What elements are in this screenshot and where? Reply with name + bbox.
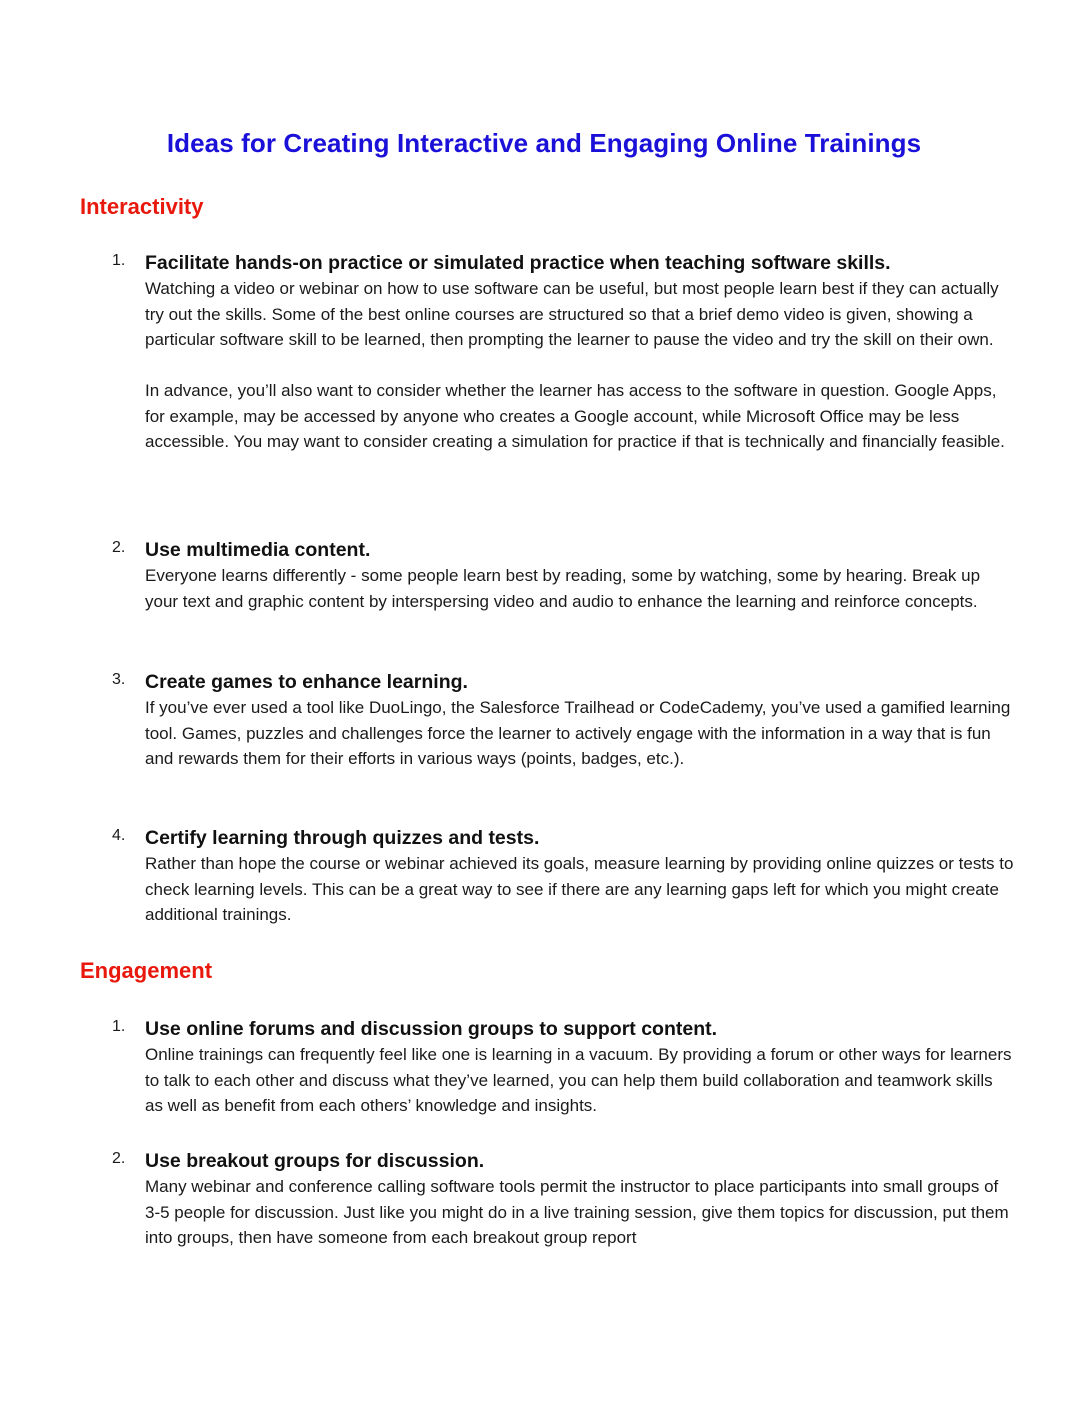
list-item: [108, 250, 1028, 455]
item-paragraph: Many webinar and conference calling software tools permit the instructor to place participants into small groups of 3-5 people for discussion. Just like you might do in a live training session, give them topics for discussion, put them into groups, then have someone from each breakout group report: [145, 1177, 1009, 1247]
list-item: [108, 825, 1028, 928]
list-item: [108, 669, 1028, 772]
list-item: [108, 537, 1028, 614]
list-item: [108, 1148, 1028, 1251]
item-title: Certify learning through quizzes and tests.: [145, 827, 540, 849]
item-paragraph: Everyone learns differently - some people learn best by reading, some by watching, some by hearing. Break up your text and graphic content by interspersing video and audio to enhance the learning and reinforce concepts.: [145, 566, 981, 611]
section-heading-engagement: Engagement: [80, 958, 213, 983]
item-number: 4.: [112, 827, 126, 844]
item-number: 3.: [112, 671, 126, 688]
item-title: Use online forums and discussion groups to support content.: [145, 1018, 718, 1040]
item-paragraph: In advance, you’ll also want to consider whether the learner has access to the software in question. Google Apps, for example, may be accessed by anyone who creates a Google account, while Microsoft Office may be less accessible. You may want to consider creating a simulation for practice if that is technically and financially feasible.: [145, 381, 1005, 451]
item-paragraph: If you’ve ever used a tool like DuoLingo, the Salesforce Trailhead or CodeCademy, you’ve used a gamified learning tool. Games, puzzles and challenges force the learner to actively engage with the information in a way that is fun and rewards them for their efforts in various ways (points, badges, etc.).: [145, 698, 1011, 768]
item-paragraph: Online trainings can frequently feel like one is learning in a vacuum. By providing a forum or other ways for learners to talk to each other and discuss what they’ve learned, you can help them build collaboration and teamwork skills as well as benefit from each others’ knowledge and insights.: [145, 1045, 1012, 1115]
item-title: Use multimedia content.: [145, 539, 371, 561]
item-number: 1.: [112, 252, 126, 269]
item-title: Create games to enhance learning.: [145, 671, 468, 693]
item-paragraph: Watching a video or webinar on how to use software can be useful, but most people learn best if they can actually try out the skills. Some of the best online courses are structured so that a brief demo video is given, showing a particular software skill to be learned, then prompting the learner to pause the video and try the skill on their own.: [145, 279, 999, 349]
list-item: [108, 1016, 1028, 1119]
item-number: 2.: [112, 1150, 126, 1167]
item-title: Use breakout groups for discussion.: [145, 1150, 485, 1172]
item-number: 1.: [112, 1018, 126, 1035]
item-paragraph: Rather than hope the course or webinar achieved its goals, measure learning by providing online quizzes or tests to check learning levels. This can be a great way to see if there are any learning gaps left for which you might create additional trainings.: [145, 854, 1014, 924]
item-title: Facilitate hands-on practice or simulated practice when teaching software skills.: [145, 252, 891, 274]
item-number: 2.: [112, 539, 126, 556]
section-heading-interactivity: Interactivity: [80, 194, 204, 219]
document-title: Ideas for Creating Interactive and Engaging Online Trainings: [166, 128, 922, 158]
